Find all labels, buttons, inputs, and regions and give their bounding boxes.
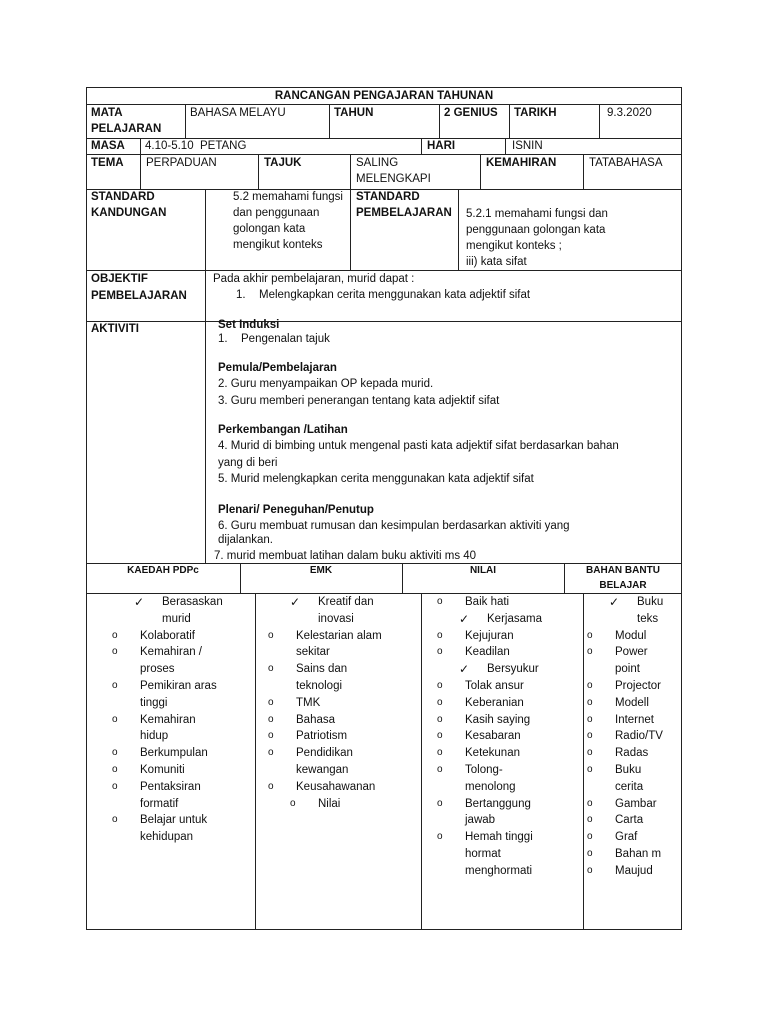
bahan-item-text: Modell: [615, 696, 649, 709]
mata-pelajaran-value: BAHASA MELAYU: [190, 107, 286, 119]
emk-item-text: inovasi: [318, 612, 354, 625]
kaedah-item-text: Berasaskan: [162, 596, 223, 608]
circle-bullet-icon: o: [587, 763, 593, 775]
plenari-step: 6. Guru membuat rumusan dan kesimpulan berdasarkan aktiviti yang: [218, 520, 570, 532]
bahan-item: [587, 644, 681, 678]
plenari-heading: Plenari/ Peneguhan/Penutup: [218, 504, 374, 516]
kaedah-item: [112, 644, 252, 678]
nilai-item: [437, 644, 581, 661]
bahan-item-text: point: [615, 663, 640, 676]
emk-item-text: Patriotism: [296, 730, 348, 743]
divider: [255, 593, 256, 930]
checkmark-icon: ✓: [134, 595, 145, 609]
divider: [205, 270, 206, 321]
circle-bullet-icon: o: [268, 663, 274, 675]
emk-item-text: teknologi: [296, 679, 343, 692]
emk-item-text: Kelestarian alam: [296, 629, 382, 642]
nilai-item-text: Hemah tinggi: [465, 831, 533, 844]
kaedah-item-text: Pentaksiran: [140, 780, 201, 793]
nilai-item: [437, 695, 581, 712]
tahun-value: 2 GENIUS: [444, 107, 498, 119]
circle-bullet-icon: o: [112, 679, 118, 691]
emk-item-text: Keusahawanan: [296, 780, 376, 793]
circle-bullet-icon: o: [437, 730, 443, 742]
emk-header: EMK: [309, 565, 333, 576]
circle-bullet-icon: o: [587, 831, 593, 843]
nilai-item: [437, 745, 581, 762]
divider: [185, 104, 186, 138]
divider: [421, 593, 422, 930]
nilai-item-text: jawab: [465, 814, 496, 827]
circle-bullet-icon: o: [437, 831, 443, 843]
tema-value: PERPADUAN: [146, 157, 217, 169]
circle-bullet-icon: o: [437, 696, 443, 708]
divider: [205, 189, 206, 270]
circle-bullet-icon: o: [437, 763, 443, 775]
circle-bullet-icon: o: [587, 847, 593, 859]
circle-bullet-icon: o: [587, 747, 593, 759]
kaedah-item-text: Kemahiran /: [140, 646, 203, 659]
emk-list: [268, 594, 418, 812]
pemula-step: 3. Guru memberi penerangan tentang kata adjektif sifat: [218, 395, 500, 407]
kaedah-list: [112, 594, 252, 846]
divider: [86, 321, 682, 322]
nilai-item-text: Kesabaran: [465, 730, 521, 743]
tema-label: TEMA: [91, 157, 124, 169]
divider: [439, 104, 440, 138]
circle-bullet-icon: o: [268, 730, 274, 742]
checkmark-icon: ✓: [459, 662, 470, 677]
divider: [350, 189, 351, 270]
emk-item-text: sekitar: [296, 646, 330, 659]
aktiviti-label: AKTIVITI: [91, 323, 139, 335]
emk-item-text: TMK: [296, 696, 321, 709]
emk-item-text: kewangan: [296, 763, 349, 776]
circle-bullet-icon: o: [587, 814, 593, 826]
plenari-step: 7. murid membuat latihan dalam buku aktiviti ms 40: [214, 550, 477, 562]
divider: [205, 321, 206, 563]
kaedah-item: [112, 762, 252, 779]
divider: [140, 154, 141, 189]
document-title: RANCANGAN PENGAJARAN TAHUNAN: [274, 90, 494, 102]
kaedah-item-text: formatif: [140, 797, 179, 810]
kaedah-item: [112, 628, 252, 645]
kaedah-item: [112, 745, 252, 762]
divider: [421, 138, 422, 154]
standard-kandungan-label: STANDARD KANDUNGAN: [91, 191, 167, 219]
nilai-list: [437, 594, 581, 880]
circle-bullet-icon: o: [112, 780, 118, 792]
kaedah-header: KAEDAH PDPc: [127, 565, 199, 576]
hari-label: HARI: [427, 140, 456, 152]
nilai-item: [459, 661, 581, 678]
objektif-item-number: 1.: [236, 289, 246, 301]
nilai-item: [437, 678, 581, 695]
perkembangan-step: 5. Murid melengkapkan cerita menggunakan kata adjektif sifat: [218, 473, 534, 485]
circle-bullet-icon: o: [112, 747, 118, 759]
nilai-item: [437, 594, 581, 611]
nilai-item: [437, 762, 581, 796]
circle-bullet-icon: o: [587, 646, 593, 658]
circle-bullet-icon: o: [587, 864, 593, 876]
circle-bullet-icon: o: [437, 747, 443, 759]
hari-value: ISNIN: [512, 140, 543, 152]
checkmark-icon: ✓: [459, 611, 470, 626]
circle-bullet-icon: o: [268, 713, 274, 725]
divider: [509, 104, 510, 138]
divider: [599, 104, 600, 138]
nilai-item-text: Bertanggung: [465, 797, 531, 810]
divider: [329, 104, 330, 138]
bahan-item-text: Carta: [615, 814, 644, 827]
circle-bullet-icon: o: [112, 814, 118, 826]
tarikh-value: 9.3.2020: [607, 107, 652, 119]
circle-bullet-icon: o: [268, 696, 274, 708]
nilai-item-text: Keadilan: [465, 646, 510, 659]
nilai-item-text: Kejujuran: [465, 629, 514, 642]
circle-bullet-icon: o: [290, 797, 296, 809]
kaedah-item: [112, 678, 252, 712]
perkembangan-step: 4. Murid di bimbing untuk mengenal pasti kata adjektif sifat berdasarkan bahan: [218, 440, 619, 452]
bahan-list: [587, 594, 681, 880]
bahan-item: [587, 712, 681, 729]
divider: [583, 154, 584, 189]
nilai-item: [437, 628, 581, 645]
bahan-item-text: Internet: [615, 713, 654, 726]
standard-pembelajaran-label: STANDARD PEMBELAJARAN: [356, 191, 452, 219]
circle-bullet-icon: o: [437, 713, 443, 725]
standard-pembelajaran-line: penggunaan golongan kata: [466, 224, 606, 236]
kaedah-item-text: tinggi: [140, 696, 168, 709]
emk-item: [268, 712, 418, 729]
circle-bullet-icon: o: [268, 747, 274, 759]
bahan-item-text: Radio/TV: [615, 730, 663, 743]
bahan-item: [587, 678, 681, 695]
nilai-item-text: Tolak ansur: [465, 679, 524, 692]
mata-pelajaran-label: MATA PELAJARAN: [91, 107, 162, 135]
circle-bullet-icon: o: [268, 629, 274, 641]
bahan-item-text: Modul: [615, 629, 647, 642]
objektif-label: OBJEKTIF PEMBELAJARAN: [91, 273, 187, 302]
bahan-item-text: Maujud: [615, 864, 653, 877]
bahan-item: [587, 762, 681, 796]
nilai-item-text: Bersyukur: [487, 663, 539, 676]
emk-item: [268, 628, 418, 662]
tarikh-label: TARIKH: [514, 107, 557, 119]
bahan-item-text: Bahan m: [615, 847, 662, 860]
emk-item-text: Kreatif dan: [318, 596, 374, 608]
divider: [350, 154, 351, 189]
nilai-item-text: Keberanian: [465, 696, 524, 709]
circle-bullet-icon: o: [112, 763, 118, 775]
circle-bullet-icon: o: [112, 713, 118, 725]
circle-bullet-icon: o: [587, 730, 593, 742]
kaedah-item-text: kehidupan: [140, 831, 194, 844]
bahan-item-text: Radas: [615, 747, 649, 760]
nilai-item-text: Kerjasama: [487, 612, 542, 625]
tajuk-value: SALING MELENGKAPI: [356, 157, 431, 185]
tahun-label: TAHUN: [334, 107, 374, 119]
checkmark-icon: ✓: [290, 595, 301, 609]
emk-item-text: Bahasa: [296, 713, 336, 726]
standard-pembelajaran-line: 5.2.1 memahami fungsi dan: [466, 208, 608, 220]
emk-item: [268, 695, 418, 712]
nilai-item-text: Baik hati: [465, 596, 510, 608]
bahan-item: [587, 812, 681, 829]
emk-item: [290, 796, 418, 813]
kaedah-item-text: Komuniti: [140, 763, 185, 776]
circle-bullet-icon: o: [437, 629, 443, 641]
circle-bullet-icon: o: [437, 797, 443, 809]
masa-value: 4.10-5.10 PETANG: [145, 140, 247, 152]
circle-bullet-icon: o: [437, 679, 443, 691]
circle-bullet-icon: o: [112, 629, 118, 641]
divider: [258, 154, 259, 189]
kaedah-item-text: Kolaboratif: [140, 629, 195, 642]
bahan-item-text: Projector: [615, 679, 662, 692]
kaedah-item-text: Berkumpulan: [140, 747, 208, 760]
divider: [480, 154, 481, 189]
circle-bullet-icon: o: [587, 679, 593, 691]
bahan-item-text: Buku: [615, 763, 642, 776]
emk-item: [268, 661, 418, 695]
induksi-text: Pengenalan tajuk: [241, 333, 330, 345]
kemahiran-value: TATABAHASA: [589, 157, 663, 169]
pemula-step: 2. Guru menyampaikan OP kepada murid.: [218, 378, 434, 390]
nilai-item-text: Ketekunan: [465, 747, 520, 760]
nilai-item: [437, 829, 581, 879]
nilai-header: NILAI: [469, 565, 497, 576]
emk-item: [268, 779, 418, 796]
standard-pembelajaran-line: mengikut konteks ;: [466, 240, 562, 252]
bahan-item: [587, 728, 681, 745]
emk-item-text: Pendidikan: [296, 747, 353, 760]
objektif-item-text: Melengkapkan cerita menggunakan kata adjektif sifat: [259, 289, 531, 301]
bahan-item: [587, 829, 681, 846]
emk-item: [268, 745, 418, 779]
bahan-item: [587, 863, 681, 880]
bahan-item: [587, 695, 681, 712]
bahan-item-text: Power: [615, 646, 648, 659]
circle-bullet-icon: o: [437, 646, 443, 658]
kaedah-item-text: Pemikiran aras: [140, 679, 217, 692]
divider: [140, 138, 141, 154]
standard-pembelajaran-line: iii) kata sifat: [466, 256, 527, 268]
nilai-item-text: menolong: [465, 780, 516, 793]
nilai-item: [437, 712, 581, 729]
bahan-item: [587, 796, 681, 813]
kaedah-item: [112, 812, 252, 846]
kemahiran-label: KEMAHIRAN: [486, 157, 557, 169]
bahan-item: [587, 628, 681, 645]
set-induksi-heading: Set Induksi: [218, 319, 280, 331]
divider: [505, 138, 506, 154]
divider: [583, 593, 584, 930]
bahan-item-text: Gambar: [615, 797, 657, 810]
bahan-header-line2: BELAJAR: [599, 580, 647, 591]
plenari-step-continued: dijalankan.: [218, 534, 273, 546]
perkembangan-step-continued: yang di beri: [218, 457, 278, 469]
bahan-item-text: cerita: [615, 780, 644, 793]
kaedah-item: [112, 779, 252, 813]
circle-bullet-icon: o: [587, 713, 593, 725]
pemula-heading: Pemula/Pembelajaran: [218, 362, 337, 374]
bahan-item: [587, 745, 681, 762]
kaedah-item-text: Belajar untuk: [140, 814, 208, 827]
objektif-intro: Pada akhir pembelajaran, murid dapat :: [213, 273, 415, 285]
circle-bullet-icon: o: [587, 696, 593, 708]
emk-item: [290, 594, 418, 628]
masa-label: MASA: [91, 140, 125, 152]
nilai-item: [459, 611, 581, 628]
circle-bullet-icon: o: [587, 797, 593, 809]
circle-bullet-icon: o: [437, 596, 443, 607]
emk-item-text: Nilai: [318, 797, 341, 810]
nilai-item-text: menghormati: [465, 864, 533, 877]
bahan-header-line1: BAHAN BANTU: [586, 565, 660, 576]
emk-item-text: Sains dan: [296, 663, 348, 676]
induksi-number: 1.: [218, 333, 228, 345]
circle-bullet-icon: o: [112, 646, 118, 658]
tajuk-label: TAJUK: [264, 157, 302, 169]
perkembangan-heading: Perkembangan /Latihan: [218, 424, 348, 436]
standard-kandungan-value: 5.2 memahami fungsi dan penggunaan golongan kata mengikut konteks: [233, 191, 343, 251]
bahan-item-text: Graf: [615, 831, 638, 844]
nilai-item-text: hormat: [465, 847, 501, 860]
kaedah-item: [112, 712, 252, 746]
nilai-item: [437, 796, 581, 830]
nilai-item: [437, 728, 581, 745]
circle-bullet-icon: o: [587, 629, 593, 641]
emk-item: [268, 728, 418, 745]
bahan-item-text: Buku teks: [637, 596, 664, 625]
kaedah-item: [134, 594, 252, 628]
kaedah-item-text: murid: [162, 612, 191, 625]
kaedah-item-text: proses: [140, 663, 175, 676]
kaedah-item-text: hidup: [140, 730, 169, 743]
nilai-item-text: Tolong-: [465, 763, 503, 776]
nilai-item-text: Kasih saying: [465, 713, 531, 726]
divider: [458, 189, 459, 270]
bahan-item: [609, 594, 681, 628]
kaedah-item-text: Kemahiran: [140, 713, 196, 726]
checkmark-icon: ✓: [609, 595, 620, 609]
bahan-item: [587, 846, 681, 863]
circle-bullet-icon: o: [268, 780, 274, 792]
